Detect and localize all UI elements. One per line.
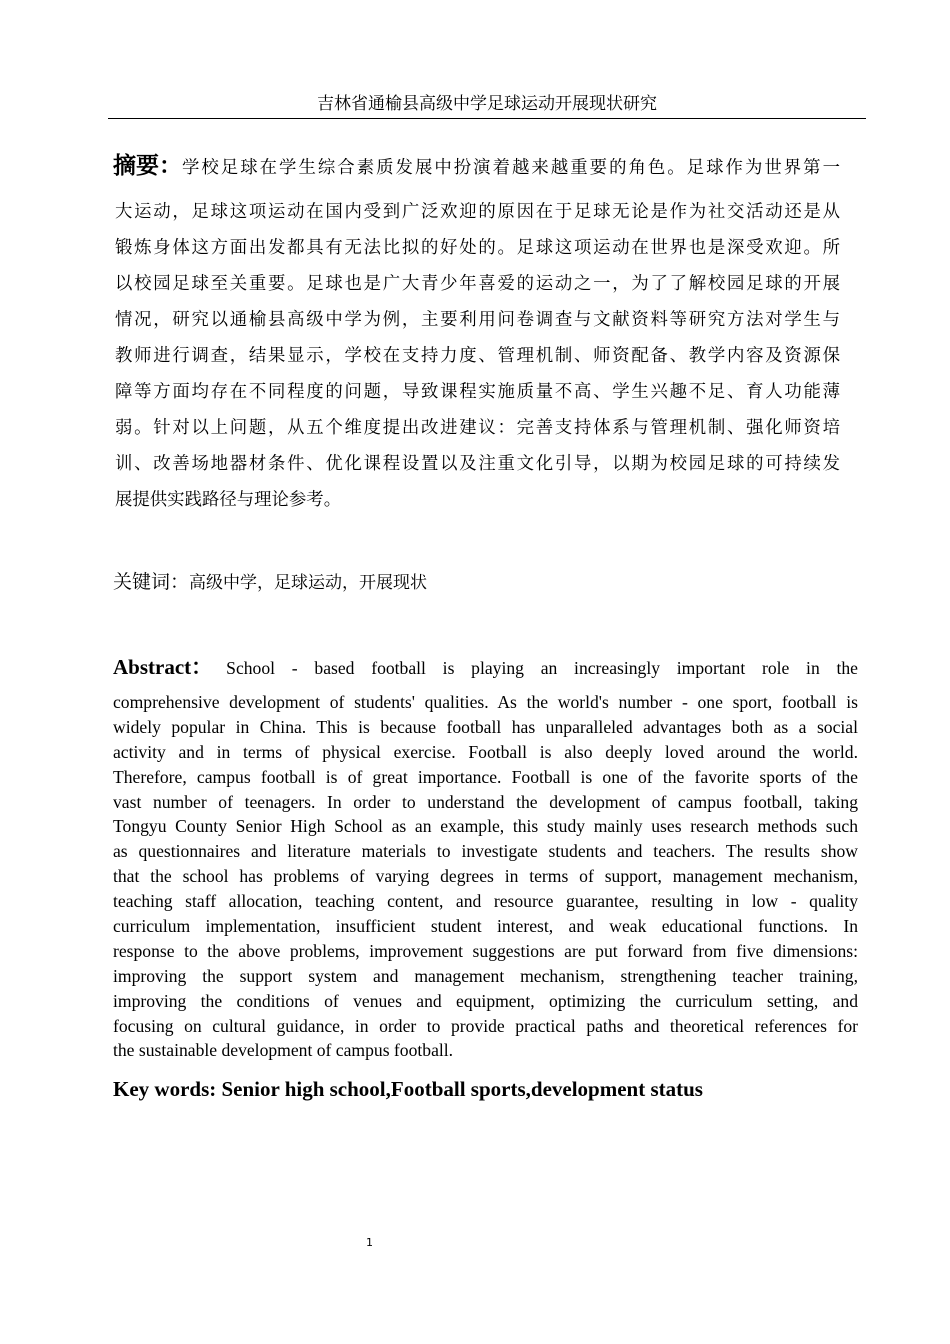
abstract-en-line: activity and in terms of physical exercise. Football is also deeply loved around the world. (113, 741, 858, 762)
abstract-en-line: focusing on cultural guidance, in order to provide practical paths and theoretical references for (113, 1015, 858, 1036)
abstract-zh-line: 弱。针对以上问题，从五个维度提出改进建议：完善支持体系与管理机制、强化师资培 (115, 418, 840, 438)
abstract-zh-label: 摘要： (113, 153, 182, 179)
abstract-en-line: widely popular in China. This is because football has unparalleled advantages both as a social (113, 716, 858, 737)
abstract-en-body (113, 690, 858, 1063)
keywords-zh-value: 高级中学，足球运动，开展现状 (189, 573, 428, 593)
keywords-zh-label: 关键词： (113, 571, 190, 593)
keywords-en: Key words: Senior high school,Football sports,development status (113, 1077, 703, 1101)
abstract-en-line: vast number of teenagers. In order to understand the development of campus football, taking (113, 791, 858, 812)
abstract-zh-line: 障等方面均存在不同程度的问题，导致课程实施质量不高、学生兴趣不足、育人功能薄 (115, 382, 840, 402)
running-header: 吉林省通榆县高级中学足球运动开展现状研究 (108, 92, 866, 119)
abstract-en-line: Tongyu County Senior High School as an example, this study mainly uses research methods such (113, 816, 858, 837)
keywords-zh (113, 567, 427, 598)
abstract-en-line: that the school has problems of varying degrees in terms of support, management mechanism, (113, 866, 858, 887)
abstract-en-first-line (113, 652, 858, 683)
abstract-en-line: curriculum implementation, insufficient student interest, and weak educational functions. In (113, 916, 858, 937)
abstract-en-line: Therefore, campus football is of great importance. Football is one of the favorite sports of the (113, 766, 858, 787)
abstract-zh-line: 情况，研究以通榆县高级中学为例，主要利用问卷调查与文献资料等研究方法对学生与 (115, 310, 840, 330)
abstract-en-line: the sustainable development of campus football. (113, 1040, 454, 1061)
abstract-zh-body (115, 194, 840, 518)
abstract-en-line: comprehensive development of students' qualities. As the world's number - one sport, football is (113, 692, 858, 712)
abstract-en-line: teaching staff allocation, teaching content, and resource guarantee, resulting in low - quality (113, 891, 858, 912)
abstract-zh-line: 大运动，足球这项运动在国内受到广泛欢迎的原因在于足球无论是作为社交活动还是从 (115, 202, 840, 222)
page-number: 1 (366, 1236, 373, 1249)
abstract-zh-line: 教师进行调查，结果显示，学校在支持力度、管理机制、师资配备、教学内容及资源保 (115, 346, 840, 366)
abstract-zh-first-line (113, 146, 840, 188)
abstract-en-line: response to the above problems, improvement suggestions are put forward from five dimensions: (113, 940, 858, 961)
abstract-en-line: improving the conditions of venues and equipment, optimizing the curriculum setting, and (113, 990, 858, 1011)
abstract-zh-line: 训、改善场地器材条件、优化课程设置以及注重文化引导，以期为校园足球的可持续发 (115, 454, 840, 474)
abstract-zh-line: 以校园足球至关重要。足球也是广大青少年喜爱的运动之一，为了了解校园足球的开展 (115, 274, 840, 294)
abstract-zh-text: 学校足球在学生综合素质发展中扮演着越来越重要的角色。足球作为世界第一 (182, 158, 840, 178)
abstract-zh-line: 锻炼身体这方面出发都具有无法比拟的好处的。足球这项运动在世界也是深受欢迎。所 (115, 238, 840, 258)
abstract-zh-line: 展提供实践路径与理论参考。 (115, 490, 342, 510)
abstract-en-label: Abstract： (113, 655, 213, 679)
abstract-en-line: as questionnaires and literature materials to investigate students and teachers. The results show (113, 841, 858, 862)
abstract-en-text: School - based football is playing an increasingly important role in the (226, 658, 858, 678)
abstract-en-line: improving the support system and management mechanism, strengthening teacher training, (113, 965, 858, 986)
